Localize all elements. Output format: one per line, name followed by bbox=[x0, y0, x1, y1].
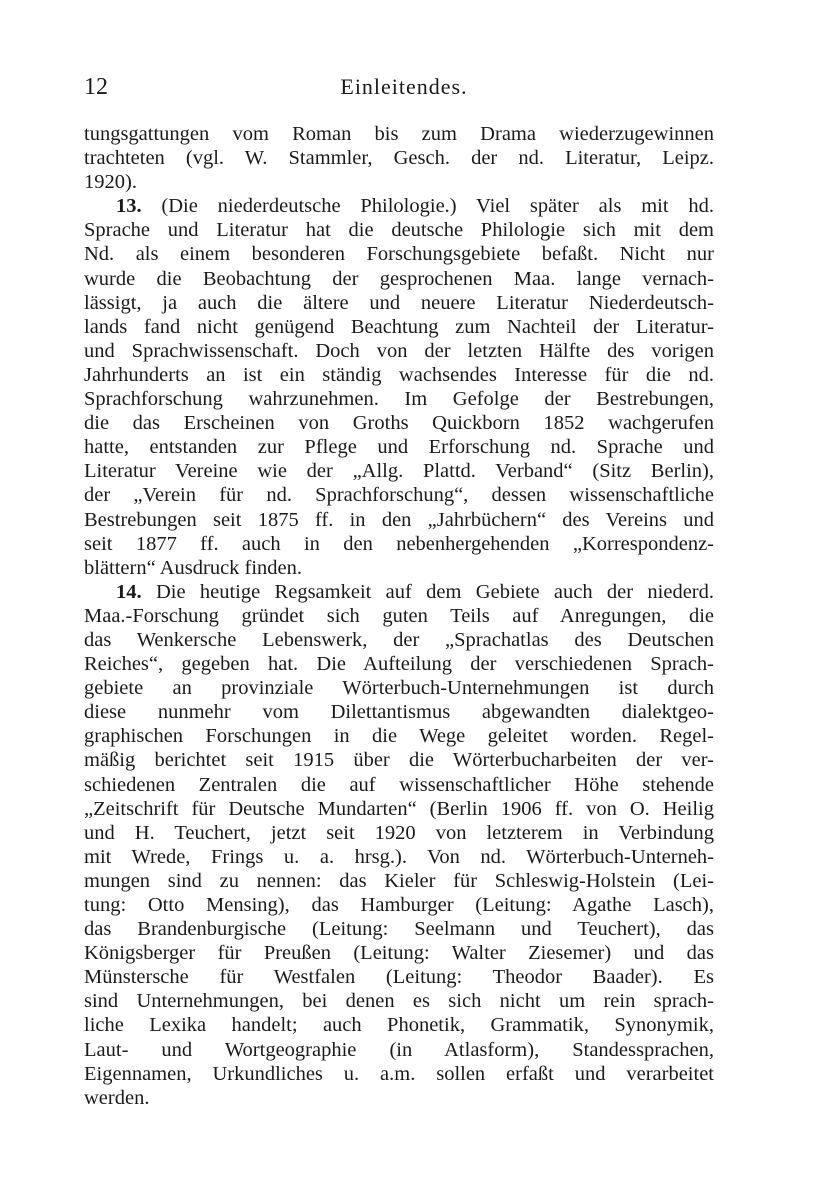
line-text: und H. Teuchert, jetzt seit 1920 von letzterem in Verbindung bbox=[84, 821, 714, 844]
text-line bbox=[84, 146, 714, 170]
text-line bbox=[84, 773, 714, 797]
line-text: (Die niederdeutsche Philologie.) Viel später als mit hd. bbox=[141, 195, 714, 218]
text-line bbox=[84, 363, 714, 387]
text-line bbox=[84, 556, 714, 580]
text-line bbox=[84, 122, 714, 146]
text-line bbox=[84, 941, 714, 965]
page-header bbox=[84, 74, 724, 104]
line-text: hatte, entstanden zur Pflege und Erforschung nd. Sprache und bbox=[84, 436, 714, 459]
page-number: 12 bbox=[84, 74, 108, 100]
line-text: und Sprachwissenschaft. Doch von der letzten Hälfte des vorigen bbox=[84, 339, 714, 362]
line-text: Sprachforschung wahrzunehmen. Im Gefolge der Bestrebungen, bbox=[84, 388, 714, 411]
text-line bbox=[84, 508, 714, 532]
line-text: blättern“ Ausdruck finden. bbox=[84, 556, 303, 579]
line-text: das Brandenburgische (Leitung: Seelmann und Teuchert), das bbox=[84, 918, 714, 941]
text-line bbox=[84, 267, 714, 291]
line-text: Reiches“, gegeben hat. Die Aufteilung der verschiedenen Sprach- bbox=[84, 653, 714, 676]
line-text: Literatur Vereine wie der „Allg. Plattd. Verband“ (Sitz Berlin), bbox=[84, 460, 714, 483]
line-text: Münstersche für Westfalen (Leitung: Theodor Baader). Es bbox=[84, 966, 714, 989]
line-text: Eigennamen, Urkundliches u. a.m. sollen erfaßt und verarbeitet bbox=[84, 1062, 714, 1085]
line-text: schiedenen Zentralen die auf wissenschaftlicher Höhe stehende bbox=[84, 773, 714, 796]
text-line bbox=[84, 700, 714, 724]
line-text: Laut- und Wortgeographie (in Atlasform), Standessprachen, bbox=[84, 1038, 714, 1061]
line-text: 1920). bbox=[84, 171, 137, 194]
text-line bbox=[84, 845, 714, 869]
text-line bbox=[84, 989, 714, 1013]
line-text: tung: Otto Mensing), das Hamburger (Leitung: Agathe Lasch), bbox=[84, 894, 714, 916]
text-line bbox=[84, 291, 714, 315]
text-line bbox=[84, 1038, 714, 1062]
line-text: Nd. als einem besonderen Forschungsgebiete befaßt. Nicht nur bbox=[84, 243, 714, 266]
line-text: liche Lexika handelt; auch Phonetik, Grammatik, Synonymik, bbox=[84, 1014, 714, 1037]
text-line bbox=[84, 821, 714, 845]
text-line bbox=[84, 748, 714, 772]
text-line bbox=[84, 652, 714, 676]
text-line bbox=[84, 435, 714, 459]
text-line bbox=[84, 170, 714, 194]
line-text: Die heutige Regsamkeit auf dem Gebiete auch der niederd. bbox=[141, 580, 714, 603]
line-text: der „Verein für nd. Sprachforschung“, dessen wissenschaftliche bbox=[84, 484, 714, 507]
text-line bbox=[84, 483, 714, 507]
text-line bbox=[84, 965, 714, 989]
line-text: die das Erscheinen von Groths Quickborn 1852 wachgerufen bbox=[84, 412, 714, 435]
line-text: Bestrebungen seit 1875 ff. in den „Jahrbüchern“ des Vereins und bbox=[84, 508, 714, 531]
text-line bbox=[84, 194, 714, 218]
section-number: 14. bbox=[116, 580, 142, 603]
line-text: Sprache und Literatur hat die deutsche Philologie sich mit dem bbox=[84, 219, 714, 242]
line-text: lässigt, ja auch die ältere und neuere Literatur Niederdeutsch- bbox=[84, 291, 714, 314]
body-text bbox=[84, 122, 714, 1110]
text-line bbox=[84, 893, 714, 917]
line-text: mäßig berichtet seit 1915 über die Wörterbucharbeiten der ver- bbox=[84, 749, 714, 772]
text-line bbox=[84, 1086, 714, 1110]
line-text: mungen sind zu nennen: das Kieler für Schleswig-Holstein (Lei- bbox=[84, 869, 714, 892]
line-text: trachteten (vgl. W. Stammler, Gesch. der nd. Literatur, Leipz. bbox=[84, 147, 714, 170]
line-text: graphischen Forschungen in die Wege geleitet worden. Regel- bbox=[84, 725, 714, 748]
running-title: Einleitendes. bbox=[340, 74, 468, 99]
text-line bbox=[84, 242, 714, 266]
text-line bbox=[84, 387, 714, 411]
text-line bbox=[84, 459, 714, 483]
text-line bbox=[84, 1013, 714, 1037]
line-text: tungsgattungen vom Roman bis zum Drama wiederzugewinnen bbox=[84, 123, 714, 145]
text-line bbox=[84, 532, 714, 556]
text-line bbox=[84, 339, 714, 363]
line-text: diese nunmehr vom Dilettantismus abgewandten dialektgeo- bbox=[84, 701, 714, 724]
line-text: sind Unternehmungen, bei denen es sich nicht um rein sprach- bbox=[84, 990, 714, 1013]
line-text: lands fand nicht genügend Beachtung zum Nachteil der Literatur- bbox=[84, 315, 714, 338]
text-line bbox=[84, 580, 714, 604]
text-line bbox=[84, 411, 714, 435]
line-text: das Wenkersche Lebenswerk, der „Sprachatlas des Deutschen bbox=[84, 628, 714, 651]
text-line bbox=[84, 797, 714, 821]
text-line bbox=[84, 917, 714, 941]
line-text: seit 1877 ff. auch in den nebenhergehenden „Korrespondenz- bbox=[84, 532, 714, 555]
section-number: 13. bbox=[116, 195, 142, 218]
text-line bbox=[84, 218, 714, 242]
line-text: mit Wrede, Frings u. a. hrsg.). Von nd. Wörterbuch-Unterneh- bbox=[84, 845, 714, 868]
line-text: „Zeitschrift für Deutsche Mundarten“ (Berlin 1906 ff. von O. Heilig bbox=[84, 797, 714, 820]
line-text: Maa.-Forschung gründet sich guten Teils auf Anregungen, die bbox=[84, 604, 714, 627]
text-line bbox=[84, 1062, 714, 1086]
line-text: Jahrhunderts an ist ein ständig wachsendes Interesse für die nd. bbox=[84, 363, 714, 386]
line-text: gebiete an provinziale Wörterbuch-Unternehmungen ist durch bbox=[84, 677, 714, 700]
text-line bbox=[84, 724, 714, 748]
text-line bbox=[84, 604, 714, 628]
text-line bbox=[84, 869, 714, 893]
text-line bbox=[84, 315, 714, 339]
line-text: Königsberger für Preußen (Leitung: Walter Ziesemer) und das bbox=[84, 942, 714, 965]
text-line bbox=[84, 628, 714, 652]
line-text: wurde die Beobachtung der gesprochenen Maa. lange vernach- bbox=[84, 267, 714, 290]
text-line bbox=[84, 676, 714, 700]
line-text: werden. bbox=[84, 1086, 150, 1109]
